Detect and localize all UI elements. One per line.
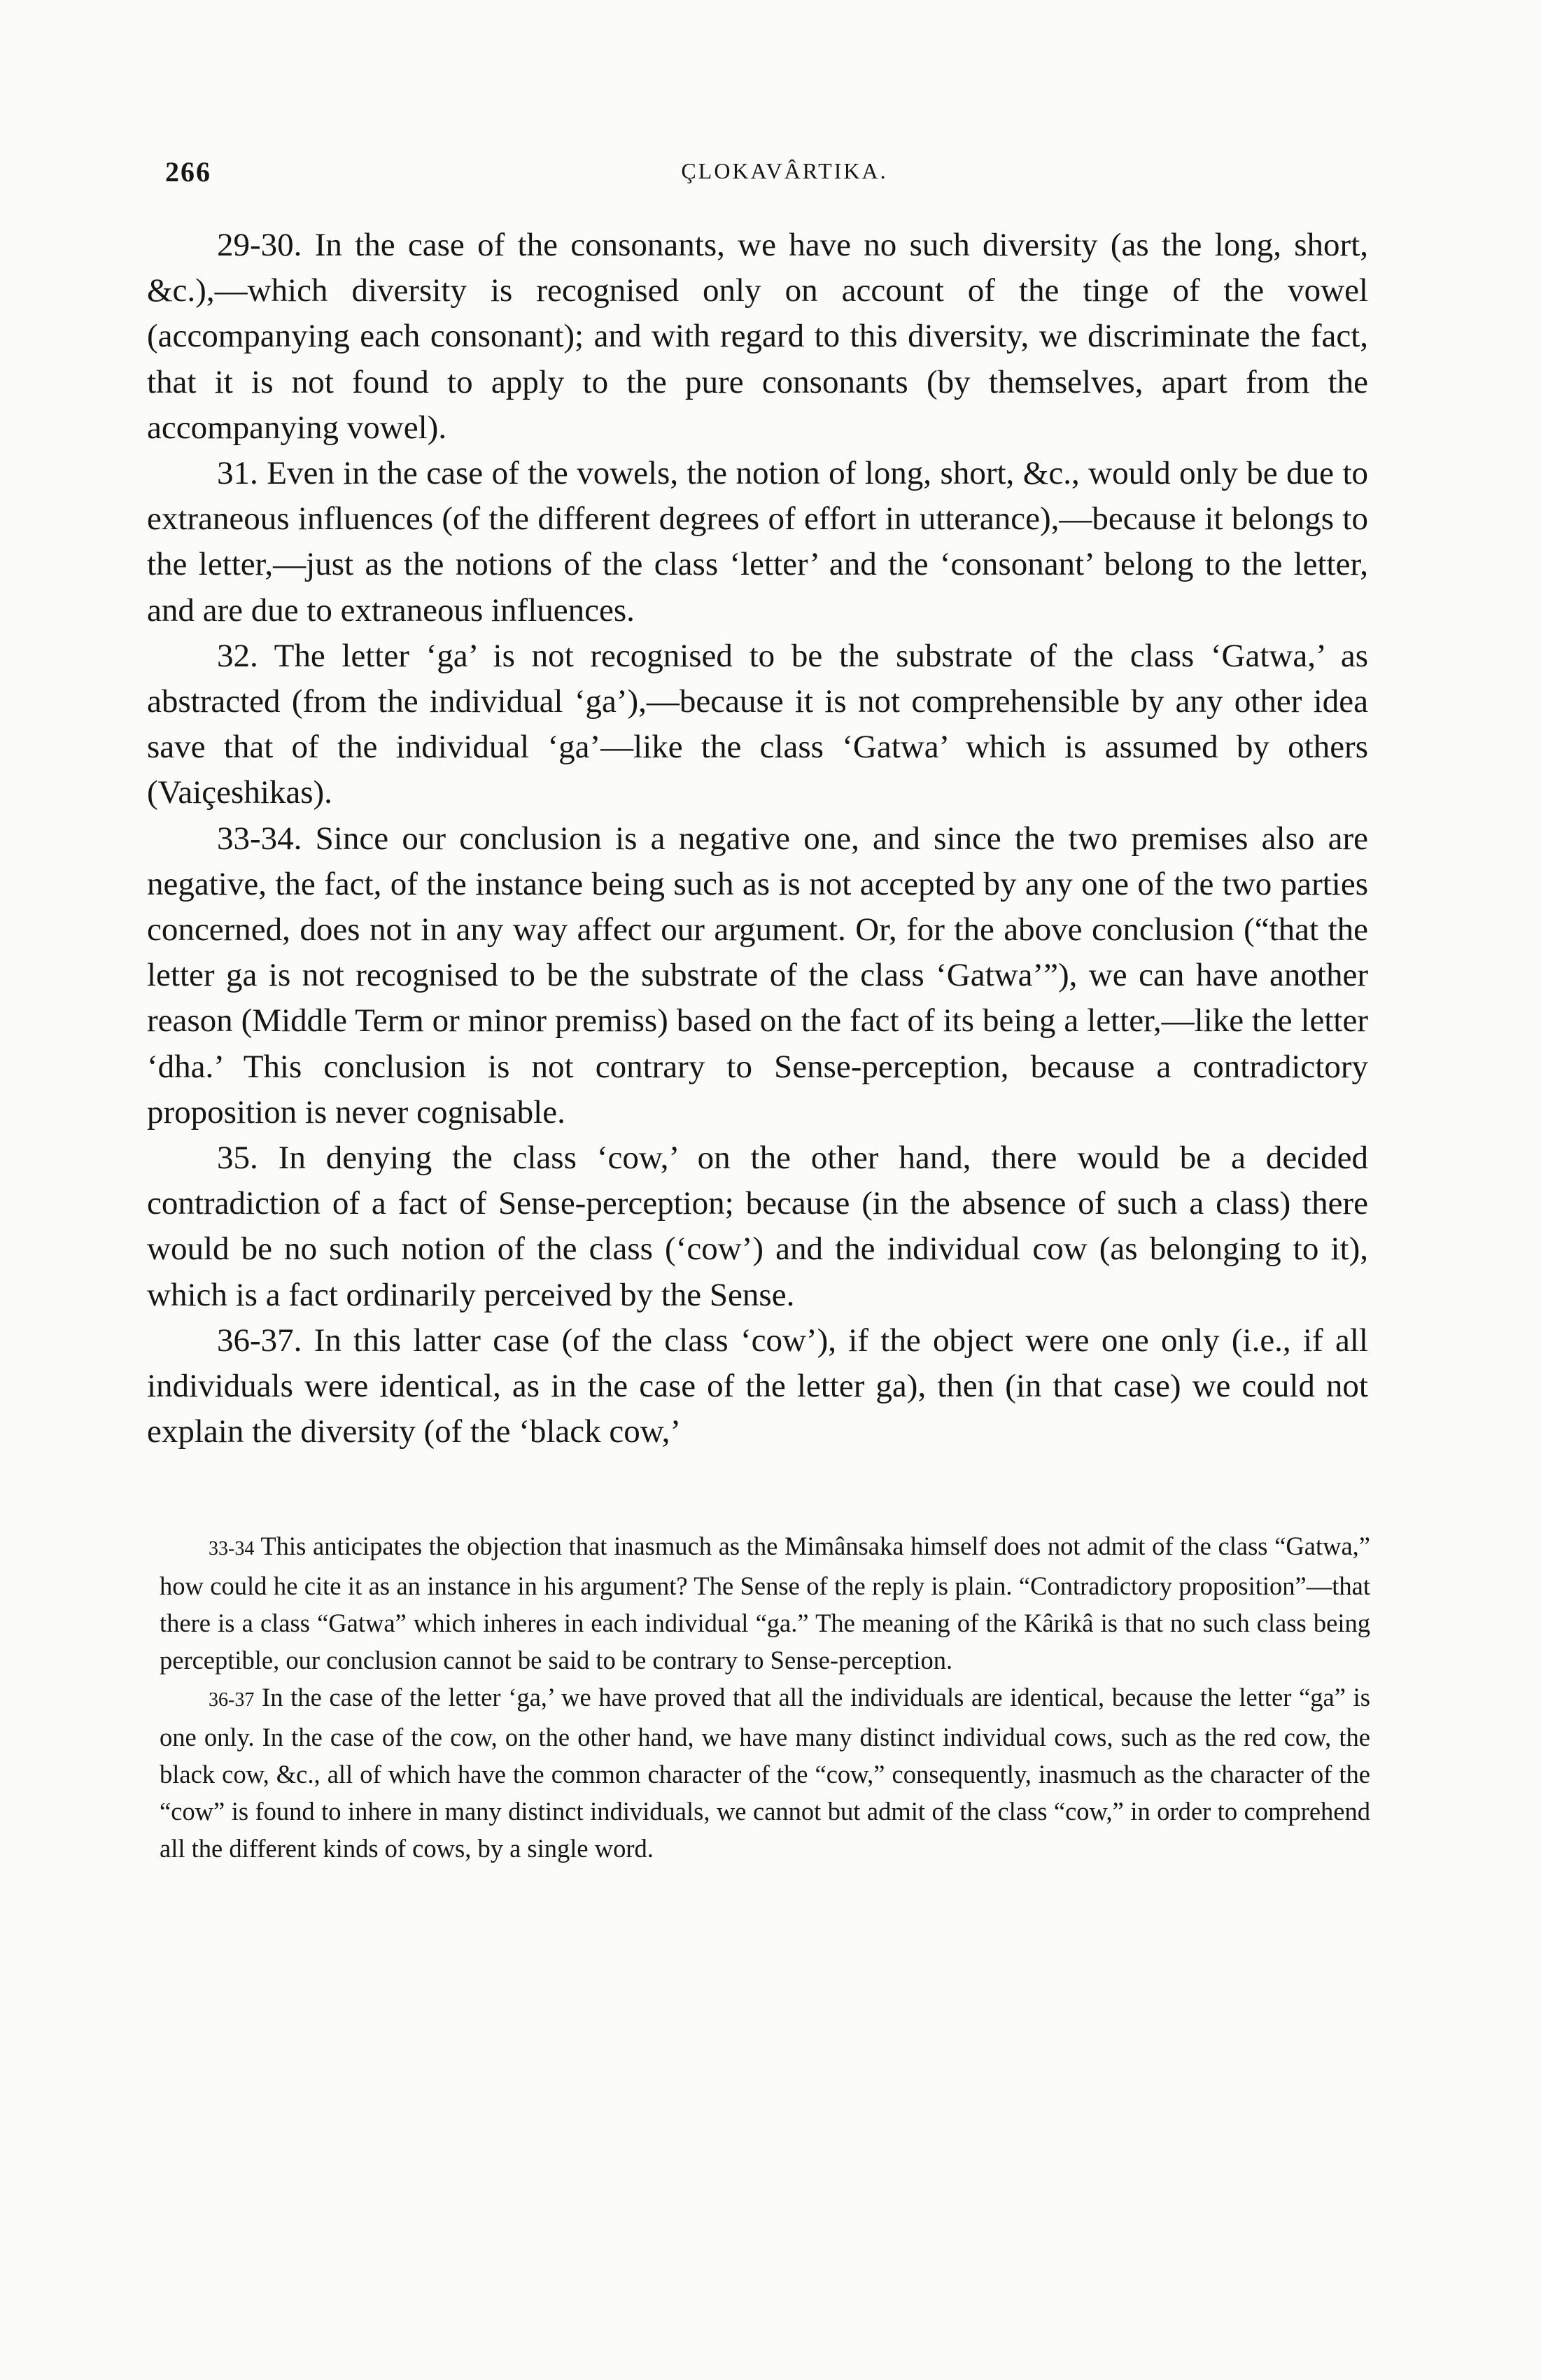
verse-number: 35. (217, 1140, 258, 1177)
footnotes (160, 1527, 1370, 1867)
paragraph-text: The letter ‘ga’ is not recognised to be the substrate of the class ‘Gatwa,’ as abstracted (from the individual ‘ga’),—because it is not comprehensible by any other idea save that of the individual ‘ga’—like the class ‘Gatwa’ which is assumed by others (Vaiçeshikas). (147, 637, 1368, 811)
verse-number: 36-37. (217, 1322, 302, 1359)
page-number: 266 (165, 156, 211, 188)
main-text (147, 223, 1368, 1455)
paragraph-29-30 (147, 223, 1368, 451)
verse-number: 33-34. (217, 820, 302, 857)
paragraph-text: In denying the class ‘cow,’ on the other hand, there would be a decided contradiction of a fact of Sense-perception; because (in the absence of such a class) there would be no such notion of the class (‘cow’) and the individual cow (as belonging to it), which is a fact ordinarily perceived by the Sense. (147, 1140, 1369, 1313)
paragraph-text: In the case of the consonants, we have no such diversity (as the long, short, &c.),—which diversity is recognised only on account of the tinge of the vowel (accompanying each consonant); and with regard to this diversity, we discriminate the fact, that it is not found to apply to the pure consonants (by themselves, apart from the accompanying vowel). (147, 227, 1369, 446)
paragraph-36-37 (147, 1318, 1368, 1455)
paragraph-text: Even in the case of the vowels, the notion of long, short, &c., would only be due to extraneous influences (of the different degrees of effort in utterance),—because it belongs to the letter,—just as the notions of the class ‘letter’ and the ‘consonant’ belong to the letter, and are due to extraneous influences. (147, 455, 1368, 629)
footnote-36-37 (160, 1679, 1370, 1867)
page-header (165, 155, 1376, 197)
paragraph-text: In this latter case (of the class ‘cow’), if the object were one only (i.e., if all individuals were identical, as in the case of the letter ga), then (in that case) we could not explain the diversity (of the ‘black cow,’ (147, 1322, 1368, 1450)
footnote-number: 33-34 (209, 1538, 255, 1560)
paragraph-35 (147, 1135, 1368, 1318)
paragraph-text: Since our conclusion is a negative one, and since the two premises also are negative, the fact, of the instance being such as is not accepted by any one of the two parties concerned, does not in any way affect our argument. Or, for the above conclusion (“that the letter ga is not recognised to be the substrate of the class ‘Gatwa’”), we can have another reason (Middle Term or minor premiss) based on the fact of its being a letter,—like the letter ‘dha.’ This conclusion is not contrary to Sense-perception, because a contradictory proposition is never cognisable. (147, 820, 1368, 1130)
running-title: ÇLOKAVÂRTIKA. (681, 158, 888, 183)
paragraph-31 (147, 451, 1368, 634)
paragraph-32 (147, 634, 1368, 816)
footnote-text: This anticipates the objection that inasmuch as the Mimânsaka himself does not admit of the class “Gatwa,” how could he cite it as an instance in his argument? The Sense of the reply is plain. “Contradictory proposition”—that there is a class “Gatwa” which inheres in each individual “ga.” The meaning of the Kârikâ is that no such class being perceptible, our conclusion cannot be said to be contrary to Sense-perception. (160, 1532, 1370, 1674)
verse-number: 31. (217, 455, 258, 492)
footnote-33-34 (160, 1527, 1370, 1679)
footnote-number: 36-37 (209, 1689, 255, 1711)
verse-number: 29-30. (217, 227, 302, 263)
verse-number: 32. (217, 637, 258, 674)
footnote-text: In the case of the letter ‘ga,’ we have proved that all the individuals are identical, because the letter “ga” is one only. In the case of the cow, on the other hand, we have many distinct individual cows, such as the red cow, the black cow, &c., all of which have the common character of the “cow,” consequently, inasmuch as the character of the “cow” is found to inhere in many distinct individuals, we cannot but admit of the class “cow,” in order to comprehend all the different kinds of cows, by a single word. (160, 1683, 1370, 1863)
paragraph-33-34 (147, 816, 1368, 1135)
